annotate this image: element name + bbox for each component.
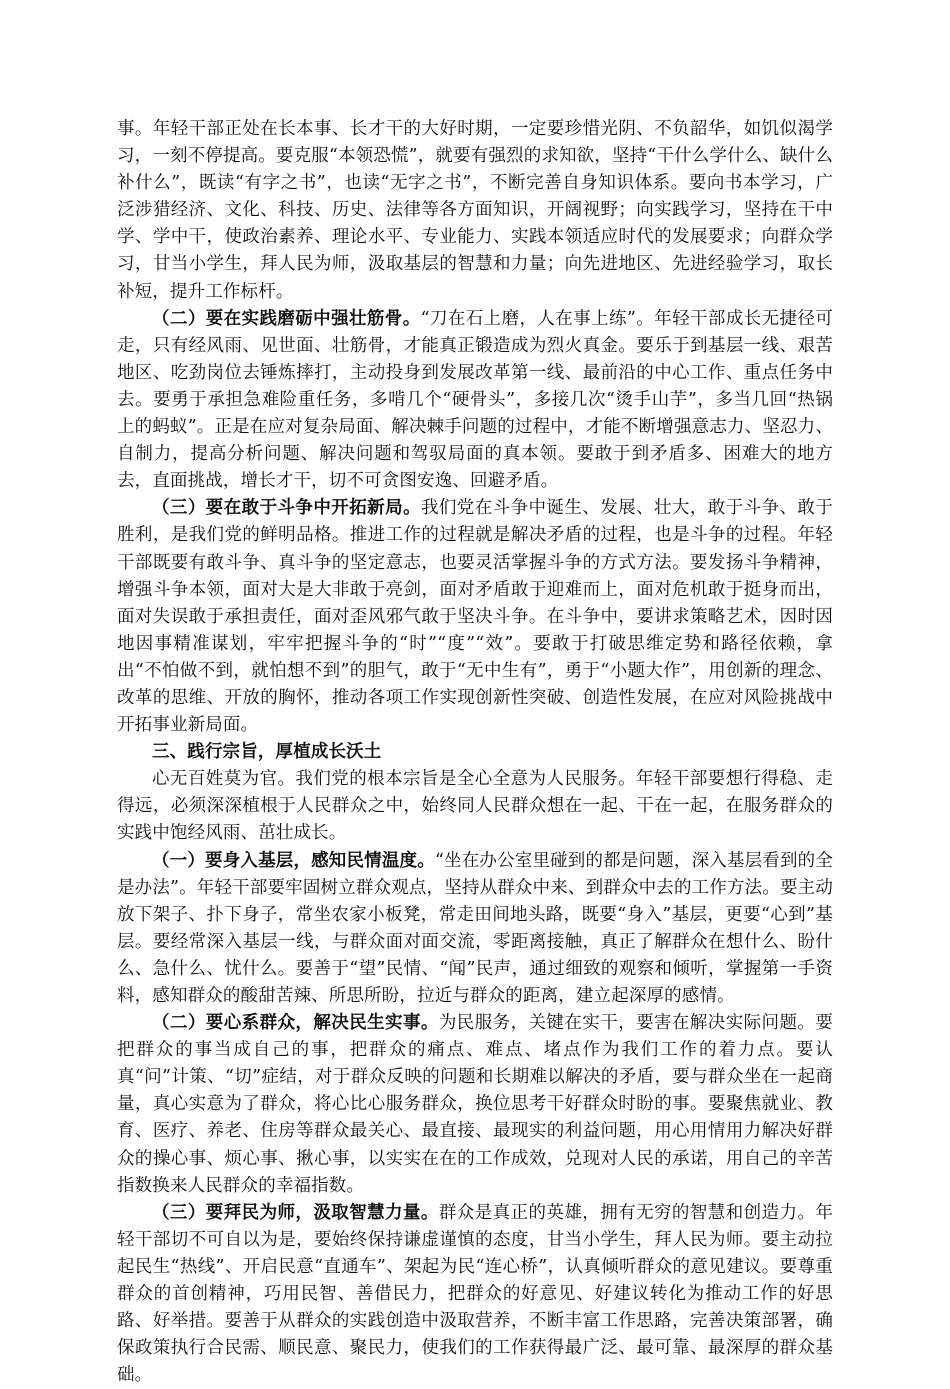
paragraph-text: “坐在办公室里碰到的都是问题，深入基层看到的全是办法”。年轻干部要牢固树立群众观点，坚持从群众中来、到群众中去的工作方法。要主动放下架子、扑下身子，常坐农家小板凳，常走田间地头路，既要“身入”基层，更要“心到”基层。要经常深入基层一线，与群众面对面交流，零距离接触，真正了解群众在想什么、盼什么、急什么、忧什么。要善于“望”民情、“闻”民声，通过细致的观察和倾听，掌握第一手资料，感知群众的酸甜苦辣、所思所盼，拉近与群众的距离，建立起深厚的感情。 xyxy=(117,850,833,1006)
paragraph-text: 心无百姓莫为官。我们党的根本宗旨是全心全意为人民服务。年轻干部要想行得稳、走得远，必须深深植根于人民群众之中，始终同人民群众想在一起、干在一起，在服务群众的实践中饱经风雨、茁壮成长。 xyxy=(117,769,833,844)
paragraph-text: 群众是真正的英雄，拥有无穷的智慧和创造力。年轻干部切不可自以为是，要始终保持谦虚谨慎的态度，甘当小学生，拜人民为师。要主动拉起民生“热线”、开启民意“直通车”、架起为民“连心桥”，认真倾听群众的意见建议。要尊重群众的首创精神，巧用民智、善借民力，把群众的好意见、好建议转化为推动工作的好思路、好举措。要善于从群众的实践创造中汲取营养，不断丰富工作思路，完善决策部署，确保政策执行合民需、顺民意、聚民力，使我们的工作获得最广泛、最可靠、最深厚的群众基础。 xyxy=(117,1202,833,1386)
paragraph-struggle xyxy=(117,495,833,739)
paragraph-lead: （三）要在敢于斗争中开拓新局。 xyxy=(152,498,421,519)
paragraph-practice xyxy=(117,306,833,496)
paragraph-livelihood xyxy=(117,1010,833,1200)
paragraph-wisdom xyxy=(117,1200,833,1389)
paragraph-intro xyxy=(117,766,833,847)
paragraph-text: 为民服务，关键在实干，要害在解决实际问题。要把群众的事当成自己的事，把群众的痛点、难点、堵点作为我们工作的着力点。要认真“问”计策、“切”症结，对于群众反映的问题和长期难以解决的矛盾，要与群众坐在一起商量，真心实意为了群众，将心比心服务群众，换位思考干好群众时盼的事。要聚焦就业、教育、医疗、养老、住房等群众最关心、最直接、最现实的利益问题，用心用情用力解决好群众的操心事、烦心事、揪心事，以实实在在的工作成效，兑现对人民的承诺，用自己的辛苦指数换来人民群众的幸福指数。 xyxy=(117,1013,833,1196)
paragraph-lead: （二）要在实践磨砺中强壮筋骨。 xyxy=(152,308,421,329)
paragraph-lead: （三）要拜民为师，汲取智慧力量。 xyxy=(152,1202,439,1223)
paragraph-text: 事。年轻干部正处在长本事、长才干的大好时期，一定要珍惜光阴、不负韶华，如饥似渴学习，一刻不停提高。要克服“本领恐慌”，就要有强烈的求知欲，坚持“干什么学什么、缺什么补什么”，既读“有字之书”，也读“无字之书”，不断完善自身知识体系。要向书本学习，广泛涉猎经济、文化、科技、历史、法律等各方面知识，开阔视野；向实践学习，坚持在干中学、学中干，使政治素养、理论水平、专业能力、实践本领适应时代的发展要求；向群众学习，甘当小学生，拜人民为师，汲取基层的智慧和力量；向先进地区、先进经验学习，取长补短，提升工作标杆。 xyxy=(117,119,833,302)
document-page xyxy=(117,116,833,1389)
paragraph-grassroots xyxy=(117,848,833,1011)
paragraph-text: 我们党在斗争中诞生、发展、壮大，敢于斗争、敢于胜利，是我们党的鲜明品格。推进工作的过程就是解决矛盾的过程，也是斗争的过程。年轻干部既要有敢斗争、真斗争的坚定意志，也要灵活掌握斗争的方式方法。要发扬斗争精神，增强斗争本领，面对大是大非敢于亮剑，面对矛盾敢于迎难而上，面对危机敢于挺身而出，面对失误敢于承担责任，面对歪风邪气敢于坚决斗争。在斗争中，要讲求策略艺术，因时因地因事精准谋划，牢牢把握斗争的“时”“度”“效”。要敢于打破思维定势和路径依赖，拿出“不怕做不到，就怕想不到”的胆气，敢于“无中生有”，勇于“小题大作”，用创新的理念、改革的思维、开放的胸怀，推动各项工作实现创新性突破、创造性发展，在应对风险挑战中开拓事业新局面。 xyxy=(117,498,834,736)
section-heading: 三、践行宗旨，厚植成长沃土 xyxy=(152,742,382,763)
paragraph-lead: （二）要心系群众，解决民生实事。 xyxy=(152,1013,439,1034)
paragraph-text: “刀在石上磨，人在事上练”。年轻干部成长无捷径可走，只有经风雨、见世面、壮筋骨，才能真正锻造成为烈火真金。要乐于到基层一线、艰苦地区、吃劲岗位去锤炼摔打，主动投身到发展改革第一线、最前沿的中心工作、重点任务中去。要勇于承担急难险重任务，多啃几个“硬骨头”，多接几次“烫手山芋”，多当几回“热锅上的蚂蚁”。正是在应对复杂局面、解决棘手问题的过程中，才能不断增强意志力、坚忍力、自制力，提高分析问题、解决问题和驾驭局面的真本领。要敢于到矛盾多、困难大的地方去，直面挑战，增长才干，切不可贪图安逸、回避矛盾。 xyxy=(117,308,834,492)
paragraph-study xyxy=(117,116,833,306)
paragraph-lead: （一）要身入基层，感知民情温度。 xyxy=(152,850,435,871)
